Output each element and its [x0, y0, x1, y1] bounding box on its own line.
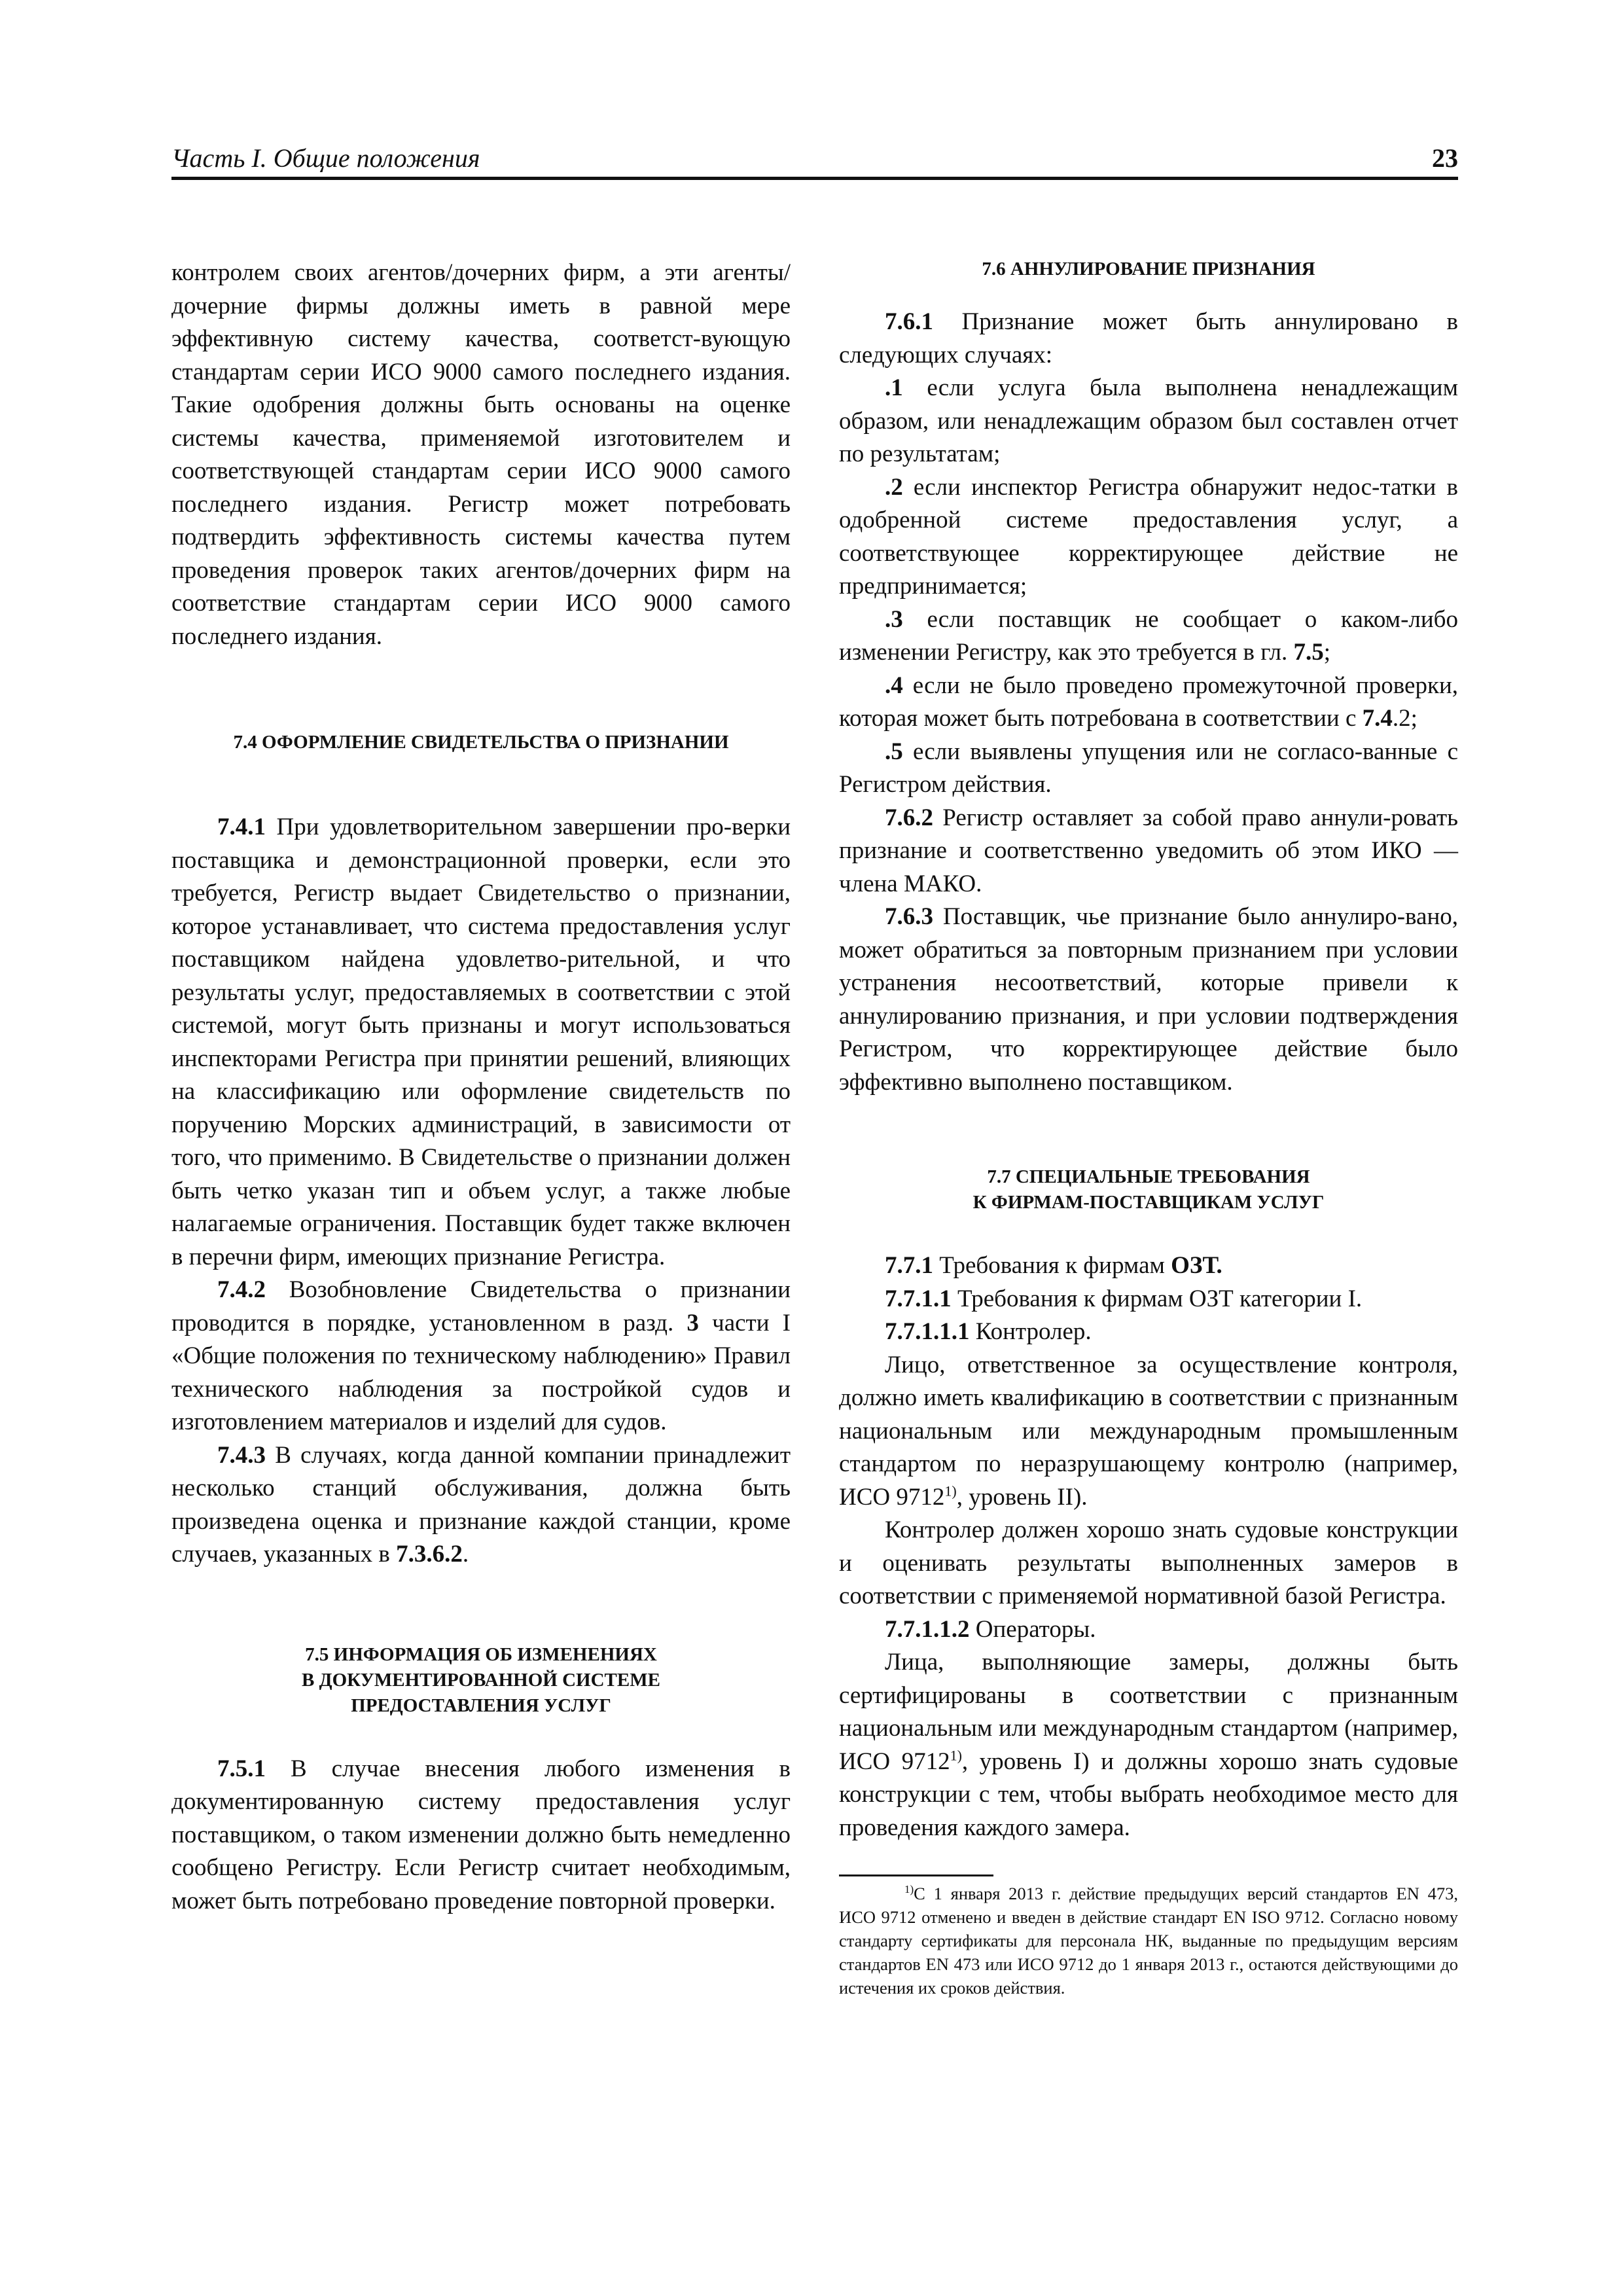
footnote-marker: 1)	[950, 1747, 962, 1764]
clause-number: 7.7.1.1.1	[885, 1318, 970, 1345]
heading-line: 7.7 СПЕЦИАЛЬНЫЕ ТРЕБОВАНИЯ	[987, 1166, 1310, 1187]
right-column	[839, 257, 1458, 2000]
paragraph-7-4-1	[171, 811, 791, 1274]
paragraph-text: В случае внесения любого изменения в документированную систему предоставления услуг поставщиком, о таком изменении должно быть немедленно сообщено Регистру. Если Регистр считает необходимым, может быть потребовано проведение повторной проверки.	[171, 1755, 791, 1914]
item-text: .2;	[1392, 705, 1418, 732]
paragraph-text: Требования к фирмам ОЗТ категории I.	[951, 1285, 1363, 1312]
footnote-marker: 1)	[944, 1482, 957, 1499]
header-rule	[171, 177, 1458, 180]
paragraph-text: Операторы.	[969, 1615, 1096, 1643]
item-text: ;	[1323, 639, 1331, 666]
item-number: .3	[885, 605, 903, 633]
bold-term: ОЗТ.	[1171, 1252, 1222, 1279]
heading-line: ПРЕДОСТАВЛЕНИЯ УСЛУГ	[351, 1695, 611, 1716]
paragraph-text: Контролер.	[969, 1318, 1092, 1345]
clause-number: 7.4.1	[217, 814, 266, 840]
item-number: .5	[885, 738, 903, 765]
paragraph-7-7-1-1-2	[839, 1613, 1458, 1647]
section-heading-7-7	[839, 1164, 1458, 1215]
footnote-rule	[839, 1874, 993, 1876]
paragraph-text: Лицо, ответственное за осуществление контроля, должно иметь квалификацию в соответствии с признанным национальным или международным промышленным стандартом по неразрушающему контролю (например, ИСО 9712	[839, 1351, 1458, 1511]
paragraph-text: Лица, выполняющие замеры, должны быть сертифицированы в соответствии с признанным национальным или международным стандартом (например, ИСО 9712	[839, 1649, 1458, 1775]
item-number: .4	[885, 672, 903, 699]
clause-reference: 7.4	[1362, 705, 1393, 732]
clause-number: 7.5.1	[217, 1755, 266, 1782]
item-text: если инспектор Регистра обнаружит недос-татки в одобренной системе предоставления услуг, а соответствующее корректирующее действие не предпринимается;	[839, 473, 1458, 600]
page-number: 23	[1432, 143, 1458, 173]
footnote-marker: 1)	[904, 1883, 914, 1896]
clause-number: 7.4.3	[217, 1441, 266, 1469]
paragraph-controller-knowledge: Контролер должен хорошо знать судовые конструкции и оценивать результаты выполненных замеров в соответствии с применяемой нормативной базой Регистра.	[839, 1516, 1458, 1609]
paragraph-controller-qualification	[839, 1349, 1458, 1515]
clause-number: 7.6.1	[885, 308, 933, 335]
footnote	[839, 1882, 1458, 2000]
paragraph-7-5-1	[171, 1753, 791, 1918]
section-reference: 3	[687, 1309, 699, 1336]
list-item-3	[839, 603, 1458, 670]
footnote-text: С 1 января 2013 г. действие предыдущих версий стандартов EN 473, ИСО 9712 отменено и введен в действие стандарт EN ISO 9712. Согласно новому стандарту сертификаты для персонала НК, выданные по предыдущим версиям стандартов EN 473 или ИСО 9712 до 1 января 2013 г., остаются действующими до истечения их сроков действия.	[839, 1884, 1458, 1998]
item-text: если поставщик не сообщает о каком-либо изменении Регистру, как это требуется в гл.	[839, 605, 1458, 666]
section-heading-7-5	[171, 1642, 791, 1719]
clause-number: 7.7.1	[885, 1252, 933, 1279]
section-heading-7-4: 7.4 ОФОРМЛЕНИЕ СВИДЕТЕЛЬСТВА О ПРИЗНАНИИ	[233, 732, 729, 753]
list-item-1	[839, 372, 1458, 471]
paragraph-text: При удовлетворительном завершении про-верки поставщика и демонстрационной проверки, если это требуется, Регистр выдает Свидетельство о признании, которое устанавливает, что система предоставления услуг поставщиком найдена удовлетво-рительной, и что результаты услуг, предоставляемых в соответствии с этой системой, могут быть признаны и могут использоваться инспекторами Регистра при принятии решений, влияющих на классификацию или оформление свидетельств по поручению Морских администраций, в зависимости от того, что применимо. В Свидетельстве о признании должен быть четко указан тип и объем услуг, а также любые налагаемые ограничения. Поставщик будет также включен в перечни фирм, имеющих признание Регистра.	[171, 814, 791, 1270]
list-item-5	[839, 736, 1458, 802]
page-header	[171, 143, 1458, 179]
clause-number: 7.6.3	[885, 903, 933, 930]
running-title: Часть I. Общие положения	[171, 143, 480, 173]
paragraph-7-6-1	[839, 306, 1458, 372]
paragraph-text: Регистр оставляет за собой право аннули-ровать признание и соответственно уведомить об этом ИКО — члена МАКО.	[839, 804, 1458, 897]
left-column	[171, 257, 791, 1918]
paragraph-7-6-2	[839, 802, 1458, 901]
paragraph-7-7-1-1-1	[839, 1316, 1458, 1349]
clause-number: 7.7.1.1	[885, 1285, 952, 1312]
paragraph-text: , уровень I) и должны хорошо знать судовые конструкции с тем, чтобы выбрать необходимое место для проведения каждого замера.	[839, 1748, 1458, 1841]
paragraph-text: , уровень II).	[956, 1483, 1088, 1511]
heading-line: 7.5 ИНФОРМАЦИЯ ОБ ИЗМЕНЕНИЯХ	[305, 1643, 657, 1665]
section-heading-7-6: 7.6 АННУЛИРОВАНИЕ ПРИЗНАНИЯ	[982, 259, 1315, 279]
paragraph-7-6-3	[839, 901, 1458, 1099]
clause-reference: 7.5	[1293, 639, 1324, 666]
list-item-4	[839, 670, 1458, 736]
paragraph-7-7-1	[839, 1249, 1458, 1283]
paragraph-operators	[839, 1646, 1458, 1844]
item-text: если услуга была выполнена ненадлежащим образом, или ненадлежащим образом был составлен отчет по результатам;	[839, 374, 1458, 467]
paragraph-text: .	[462, 1541, 469, 1568]
paragraph-text: В случаях, когда данной компании принадлежит несколько станций обслуживания, должна быть произведена оценка и признание каждой станции, кроме случаев, указанных в	[171, 1441, 791, 1568]
clause-reference: 7.3.6.2	[396, 1541, 463, 1568]
paragraph-text: Поставщик, чье признание было аннулиро-вано, может обратиться за повторным признанием при условии устранения несоответствий, которые привели к аннулированию признания, и при условии подтверждения Регистром, что корректирующее действие было эффективно выполнено поставщиком.	[839, 903, 1458, 1096]
item-number: .2	[885, 473, 903, 501]
heading-line: К ФИРМАМ-ПОСТАВЩИКАМ УСЛУГ	[972, 1192, 1325, 1213]
paragraph-continuation: контролем своих агентов/дочерних фирм, а эти агенты/ дочерние фирмы должны иметь в равной мере эффективную систему качества, соответст-вующую стандартам серии ИСО 9000 самого последнего издания. Такие одобрения должны быть основаны на оценке системы качества, применяемой изготовителем и соответствующей стандартам серии ИСО 9000 самого последнего издания. Регистр может потребовать подтвердить эффективность системы качества путем проведения проверок таких агентов/дочерних фирм на соответствие стандартам серии ИСО 9000 самого последнего издания.	[171, 259, 791, 650]
paragraph-text: Признание может быть аннулировано в следующих случаях:	[839, 308, 1458, 368]
paragraph-7-4-3	[171, 1439, 791, 1571]
heading-line: В ДОКУМЕНТИРОВАННОЙ СИСТЕМЕ	[302, 1669, 660, 1691]
item-text: если выявлены упущения или не согласо-ванные с Регистром действия.	[839, 738, 1458, 798]
paragraph-7-7-1-1	[839, 1283, 1458, 1316]
clause-number: 7.6.2	[885, 804, 933, 831]
clause-number: 7.7.1.1.2	[885, 1615, 970, 1643]
paragraph-text: Требования к фирмам	[933, 1252, 1171, 1279]
item-number: .1	[885, 374, 903, 401]
item-text: если не было проведено промежуточной проверки, которая может быть потребована в соответствии с	[839, 672, 1458, 732]
paragraph-7-4-2	[171, 1274, 791, 1439]
clause-number: 7.4.2	[217, 1276, 266, 1303]
paragraph-text: части I «Общие положения по техническому наблюдению» Правил технического наблюдения за постройкой судов и изготовлением материалов и изделий для судов.	[171, 1309, 791, 1435]
paragraph-text: Возобновление Свидетельства о признании проводится в порядке, установленном в разд.	[171, 1276, 791, 1336]
list-item-2	[839, 471, 1458, 603]
